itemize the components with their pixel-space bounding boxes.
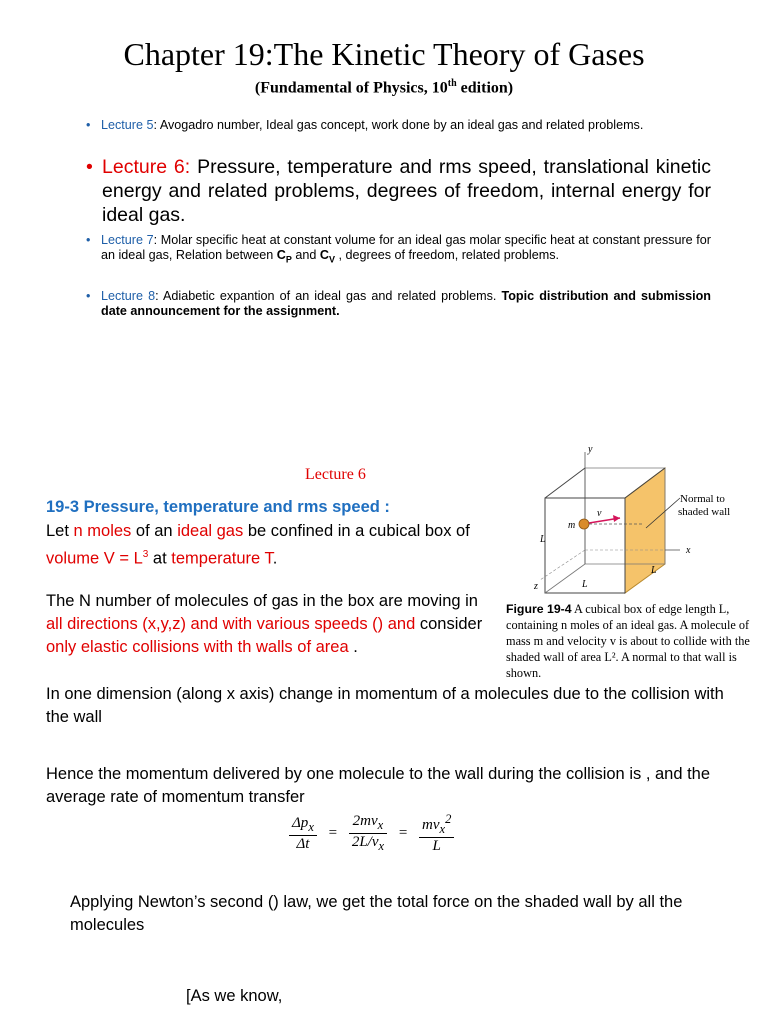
bullet-dot: •	[86, 118, 91, 132]
bullet-lecture-6: • Lecture 6: Pressure, temperature and rms speed, translational kinetic energy and related problems, degrees of freedom, internal energy for ideal gas.	[86, 156, 711, 226]
paragraph-3: In one dimension (along x axis) change in momentum of a molecules due to the collision with the wall	[46, 685, 724, 726]
lecture-title: Lecture 6	[305, 466, 366, 483]
page-subtitle: (Fundamental of Physics, 10th edition)	[254, 78, 514, 97]
cube-figure	[520, 442, 765, 602]
z-axis	[540, 550, 585, 580]
bullet-lecture-5: • Lecture 5: Avogadro number, Ideal gas concept, work done by an ideal gas and related problems.	[86, 118, 644, 132]
molecule	[579, 519, 589, 529]
z-axis-label: z	[534, 581, 538, 592]
cube-edge	[545, 564, 585, 593]
momentum-rate-equation: $\frac{\Delta p_x}{\Delta t}$ = $\frac{2mv_x}{2L/v_x}$ = $\frac{mv_x^2}{L}$	[285, 812, 458, 855]
paragraph-6: [As we know,	[186, 987, 283, 1005]
y-axis-label: y	[588, 444, 593, 455]
paragraph-5: Applying Newton’s second () law, we get the total force on the shaded wall by all the molecules	[70, 893, 683, 934]
bullet-dot: •	[86, 289, 91, 303]
paragraph-2: The N number of molecules of gas in the box are moving in all directions (x,y,z) and with various speeds () and consider only elastic collisions with th walls of area .	[46, 592, 483, 656]
bullet-lecture-8: • Lecture 8: Adiabetic expantion of an ideal gas and related problems. Topic distribution and submission date announcement for the assignment.	[86, 289, 712, 318]
cube-edge	[545, 468, 585, 498]
bullet-lecture-7: • Lecture 7: Molar specific heat at constant volume for an ideal gas molar specific heat at constant pressure for an ideal gas, Relation between $C_P$ and $C_V$ , degrees of freedom, related problems.	[86, 233, 712, 265]
bullet-dot: •	[86, 156, 93, 178]
callout-line2: shaded wall	[678, 506, 731, 518]
paragraph-1: Let n moles of an ideal gas be confined in a cubical box of volume $V = L^3$ at temperature T.	[46, 522, 470, 568]
bullet-dot: •	[86, 233, 91, 247]
edge-label-bottom: L	[582, 579, 588, 590]
shaded-wall	[625, 468, 665, 593]
paragraph-4: Hence the momentum delivered by one molecule to the wall during the collision is , and the average rate of momentum transfer	[46, 765, 711, 806]
section-heading: 19-3 Pressure, temperature and rms speed :	[46, 498, 390, 516]
callout-line1: Normal to	[680, 493, 725, 505]
edge-label-right: L	[651, 565, 657, 576]
velocity-arrowhead	[613, 515, 620, 522]
page-title: Chapter 19:The Kinetic Theory of Gases	[123, 36, 645, 72]
figure-caption: Figure 19-4 A cubical box of edge length L, containing n moles of an ideal gas. A molecule of mass m and velocity v is about to collide with the shaded wall of area L². A normal to that wall is shown.	[506, 602, 750, 680]
velocity-label: v	[597, 508, 602, 519]
x-axis-label: x	[686, 545, 691, 556]
edge-label-left: L	[540, 534, 546, 545]
mass-label: m	[568, 520, 576, 531]
